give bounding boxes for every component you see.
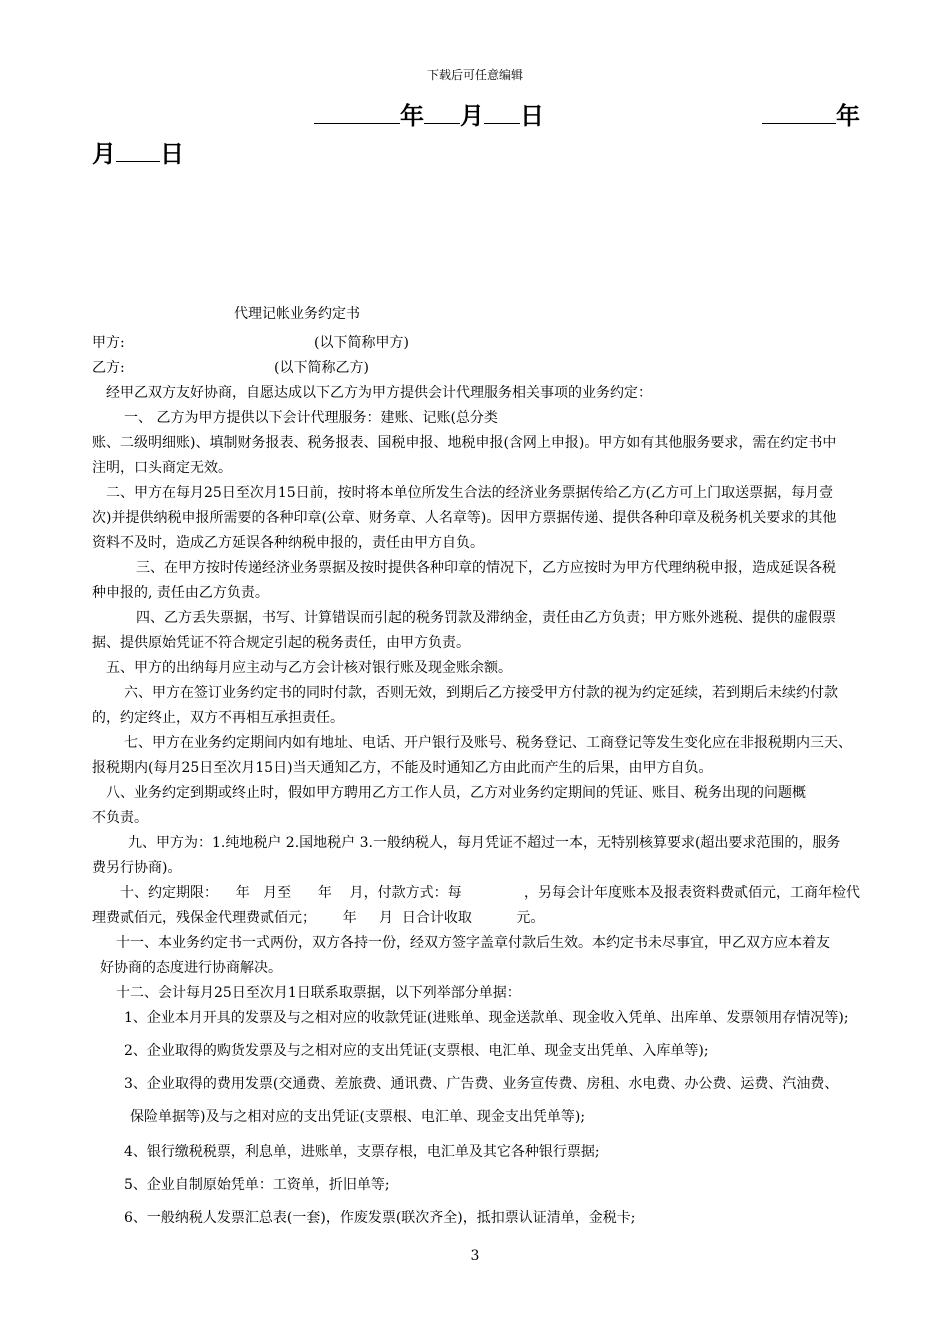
clause-1-line-3: 注明，口头商定无效。	[92, 460, 232, 476]
clause-10-line-2: 理费贰佰元，残保金代理费贰佰元； 年 月 日合计收取 元。	[92, 910, 545, 926]
month-label: 月	[460, 102, 484, 130]
clause-6-line-1: 六、甲方在签订业务约定书的同时付款，否则无效，到期后乙方接受甲方付款的视为约定延续，若到期后未续约付款	[124, 685, 838, 701]
clause-7-line-2: 报税期内(每月25日至次月15日)当天通知乙方，不能及时通知乙方由此而产生的后果，由甲方自负。	[92, 760, 713, 776]
day-blank	[484, 101, 520, 124]
doc-item-4: 4、银行缴税税票，利息单，进账单，支票存根，电汇单及其它各种银行票据;	[124, 1144, 600, 1160]
doc-item-3-line-1: 3、企业取得的费用发票(交通费、差旅费、通讯费、广告费、业务宣传费、房租、水电费、办公费、运费、汽油费、	[124, 1076, 839, 1092]
party-b-note: (以下简称乙方)	[274, 360, 369, 376]
year2-label: 年	[836, 102, 860, 130]
doc-item-1: 1、企业本月开具的发票及与之相对应的收款凭证(进账单、现金送款单、现金收入凭单、出库单、发票领用存情况等);	[124, 1010, 849, 1026]
clause-11-line-1: 十一、本业务约定书一式两份，双方各持一份，经双方签字盖章付款后生效。本约定书未尽事宜，甲乙双方应本着友	[116, 935, 830, 951]
page-number: 3	[470, 1248, 480, 1264]
intro-line: 经甲乙双方友好协商，自愿达成以下乙方为甲方提供会计代理服务相关事项的业务约定：	[106, 385, 652, 401]
clause-4-line-2: 据、提供原始凭证不符合规定引起的税务责任，由甲方负责。	[92, 635, 470, 651]
day2-blank	[116, 139, 160, 162]
clause-12-line-1: 十二、会计每月25日至次月1日联系取票据，以下列举部分单据：	[116, 985, 521, 1001]
clause-9-line-2: 费另行协商)。	[92, 860, 182, 876]
clause-11-line-2: 好协商的态度进行协商解决。	[100, 960, 282, 976]
clause-2-line-1: 二、甲方在每月25日至次月15日前，按时将本单位所发生合法的经济业务票据传给乙方(乙方可上门取送票据，每月壹	[106, 485, 834, 501]
clause-8-line-2: 不负责。	[92, 810, 148, 826]
year2-blank	[762, 101, 836, 124]
month-blank	[424, 101, 460, 124]
party-a-note: (以下简称甲方)	[314, 335, 409, 351]
clause-10-line-1: 十、约定期限： 年 月至 年 月，付款方式：每 ，另每会计年度账本及报表资料费贰佰元，工商年检代	[120, 885, 860, 901]
clause-2-line-2: 次)并提供纳税申报所需要的各种印章(公章、财务章、人名章等)。因甲方票据传递、提供各种印章及税务机关要求的其他	[92, 510, 837, 526]
day2-label: 日	[160, 140, 184, 168]
clause-3-line-1: 三、在甲方按时传递经济业务票据及按时提供各种印章的情况下，乙方应按时为甲方代理纳税申报，造成延误各税	[136, 560, 836, 576]
date-line-1	[314, 96, 544, 131]
party-b-label: 乙方:	[92, 360, 125, 376]
date-line-2-rest	[92, 134, 184, 169]
document-title: 代理记帐业务约定书	[234, 306, 360, 322]
date-line-2-year	[762, 96, 860, 131]
clause-2-line-3: 资料不及时，造成乙方延误各种纳税申报的，责任由甲方自负。	[92, 535, 484, 551]
party-a-label: 甲方:	[92, 335, 125, 351]
clause-3-line-2: 种申报的, 责任由乙方负责。	[92, 585, 269, 601]
clause-7-line-1: 七、甲方在业务约定期间内如有地址、电话、开户银行及账号、税务登记、工商登记等发生变化应在非报税期内三天、	[124, 735, 852, 751]
clause-8-line-1: 八、业务约定到期或终止时，假如甲方聘用乙方工作人员，乙方对业务约定期间的凭证、账目、税务出现的问题概	[106, 785, 806, 801]
clause-9-line-1: 九、甲方为：1.纯地税户 2.国地税户 3.一般纳税人，每月凭证不超过一本，无特别核算要求(超出要求范围的，服务	[128, 835, 841, 851]
clause-6-line-2: 的，约定终止，双方不再相互承担责任。	[92, 710, 344, 726]
clause-5-line-1: 五、甲方的出纳每月应主动与乙方会计核对银行账及现金账余额。	[106, 660, 512, 676]
clause-1-line-2: 账、二级明细账)、填制财务报表、税务报表、国税申报、地税申报(含网上申报)。甲方如有其他服务要求，需在约定书中	[92, 435, 837, 451]
month2-label: 月	[92, 140, 116, 168]
doc-item-6: 6、一般纳税人发票汇总表(一套)，作废发票(联次齐全)，抵扣票认证清单，金税卡;	[124, 1210, 636, 1226]
doc-item-5: 5、企业自制原始凭单：工资单，折旧单等;	[124, 1177, 390, 1193]
doc-item-3-line-2: 保险单据等)及与之相对应的支出凭证(支票根、电汇单、现金支出凭单等);	[130, 1109, 586, 1125]
clause-4-line-1: 四、乙方丢失票据，书写、计算错误而引起的税务罚款及滞纳金，责任由乙方负责；甲方账外逃税、提供的虚假票	[136, 610, 836, 626]
year-blank	[314, 101, 400, 124]
day-label: 日	[520, 102, 544, 130]
doc-item-2: 2、企业取得的购货发票及与之相对应的支出凭证(支票根、电汇单、现金支出凭单、入库单等);	[124, 1043, 709, 1059]
year-label: 年	[400, 102, 424, 130]
clause-1-line-1: 一、 乙方为甲方提供以下会计代理服务：建账、记账(总分类	[124, 410, 498, 426]
header-note: 下载后可任意编辑	[426, 68, 523, 82]
